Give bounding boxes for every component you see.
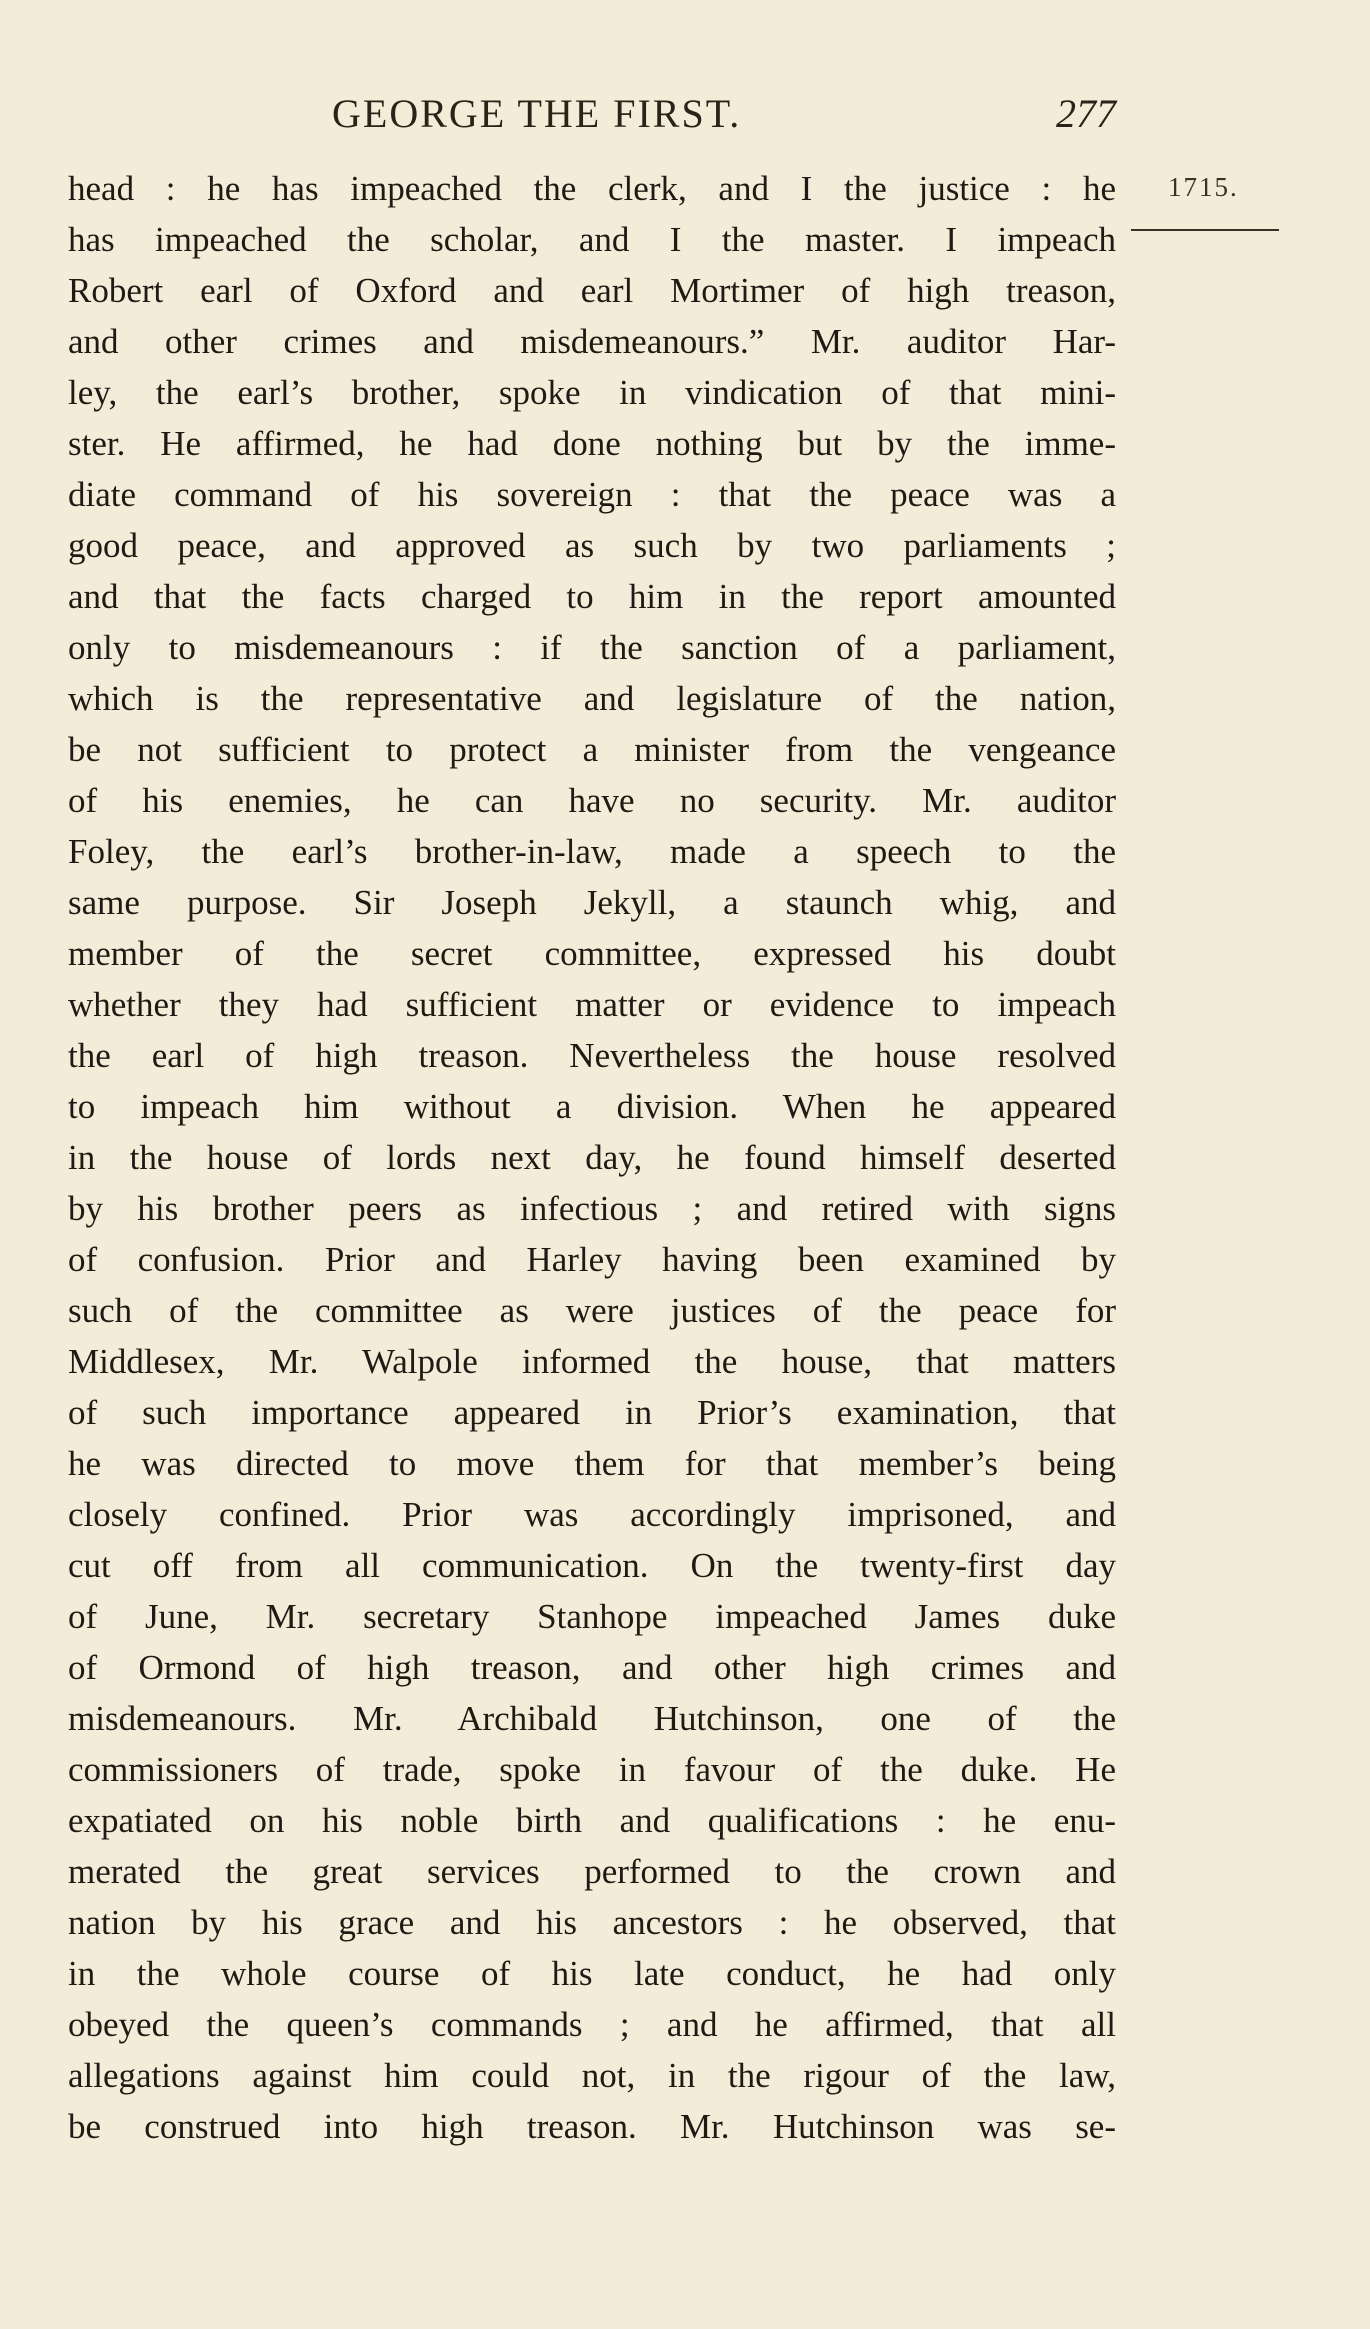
body-text bbox=[68, 163, 1116, 2152]
text-line: of June, Mr. secretary Stanhope impeached James duke bbox=[68, 1597, 1116, 1636]
text-line: Robert earl of Oxford and earl Mortimer of high treason, bbox=[68, 271, 1116, 310]
text-line: member of the secret committee, expressed his doubt bbox=[68, 934, 1116, 973]
text-line: of confusion. Prior and Harley having been examined by bbox=[68, 1240, 1116, 1279]
text-line: commissioners of trade, spoke in favour of the duke. He bbox=[68, 1750, 1116, 1789]
text-line: and that the facts charged to him in the report amounted bbox=[68, 577, 1116, 616]
text-line: Foley, the earl’s brother-in-law, made a speech to the bbox=[68, 832, 1116, 871]
text-line: expatiated on his noble birth and qualifications : he enu- bbox=[68, 1801, 1116, 1840]
text-line: by his brother peers as infectious ; and retired with signs bbox=[68, 1189, 1116, 1228]
text-line: be construed into high treason. Mr. Hutchinson was se- bbox=[68, 2107, 1116, 2146]
text-line: the earl of high treason. Nevertheless the house resolved bbox=[68, 1036, 1116, 1075]
text-line: nation by his grace and his ancestors : he observed, that bbox=[68, 1903, 1116, 1942]
text-line: of Ormond of high treason, and other high crimes and bbox=[68, 1648, 1116, 1687]
text-line: only to misdemeanours : if the sanction of a parliament, bbox=[68, 628, 1116, 667]
text-line: of such importance appeared in Prior’s examination, that bbox=[68, 1393, 1116, 1432]
text-line: good peace, and approved as such by two parliaments ; bbox=[68, 526, 1116, 565]
text-line: Middlesex, Mr. Walpole informed the house, that matters bbox=[68, 1342, 1116, 1381]
text-line: misdemeanours. Mr. Archibald Hutchinson, one of the bbox=[68, 1699, 1116, 1738]
text-line: has impeached the scholar, and I the master. I impeach bbox=[68, 220, 1116, 259]
text-line: allegations against him could not, in the rigour of the law, bbox=[68, 2056, 1116, 2095]
text-line: of his enemies, he can have no security. Mr. auditor bbox=[68, 781, 1116, 820]
text-line: closely confined. Prior was accordingly imprisoned, and bbox=[68, 1495, 1116, 1534]
text-line: ley, the earl’s brother, spoke in vindication of that mini- bbox=[68, 373, 1116, 412]
running-title: GEORGE THE FIRST. bbox=[332, 91, 742, 136]
text-line: to impeach him without a division. When he appeared bbox=[68, 1087, 1116, 1126]
text-line: whether they had sufficient matter or evidence to impeach bbox=[68, 985, 1116, 1024]
text-line: such of the committee as were justices of the peace for bbox=[68, 1291, 1116, 1330]
text-line: cut off from all communication. On the twenty-first day bbox=[68, 1546, 1116, 1585]
text-line: be not sufficient to protect a minister from the vengeance bbox=[68, 730, 1116, 769]
text-line: in the house of lords next day, he found himself deserted bbox=[68, 1138, 1116, 1177]
text-line: merated the great services performed to the crown and bbox=[68, 1852, 1116, 1891]
text-line: head : he has impeached the clerk, and I the justice : he bbox=[68, 169, 1116, 208]
text-line: in the whole course of his late conduct, he had only bbox=[68, 1954, 1116, 1993]
text-line: ster. He affirmed, he had done nothing but by the imme- bbox=[68, 424, 1116, 463]
text-line: same purpose. Sir Joseph Jekyll, a staunch whig, and bbox=[68, 883, 1116, 922]
text-line: which is the representative and legislature of the nation, bbox=[68, 679, 1116, 718]
running-head bbox=[68, 86, 1116, 142]
text-line: he was directed to move them for that member’s being bbox=[68, 1444, 1116, 1483]
text-line: and other crimes and misdemeanours.” Mr. auditor Har- bbox=[68, 322, 1116, 361]
text-line: diate command of his sovereign : that the peace was a bbox=[68, 475, 1116, 514]
margin-rule bbox=[1131, 229, 1279, 231]
text-line: obeyed the queen’s commands ; and he affirmed, that all bbox=[68, 2005, 1116, 2044]
page-number: 277 bbox=[1056, 91, 1116, 136]
margin-year-note: 1715. bbox=[1168, 172, 1239, 202]
